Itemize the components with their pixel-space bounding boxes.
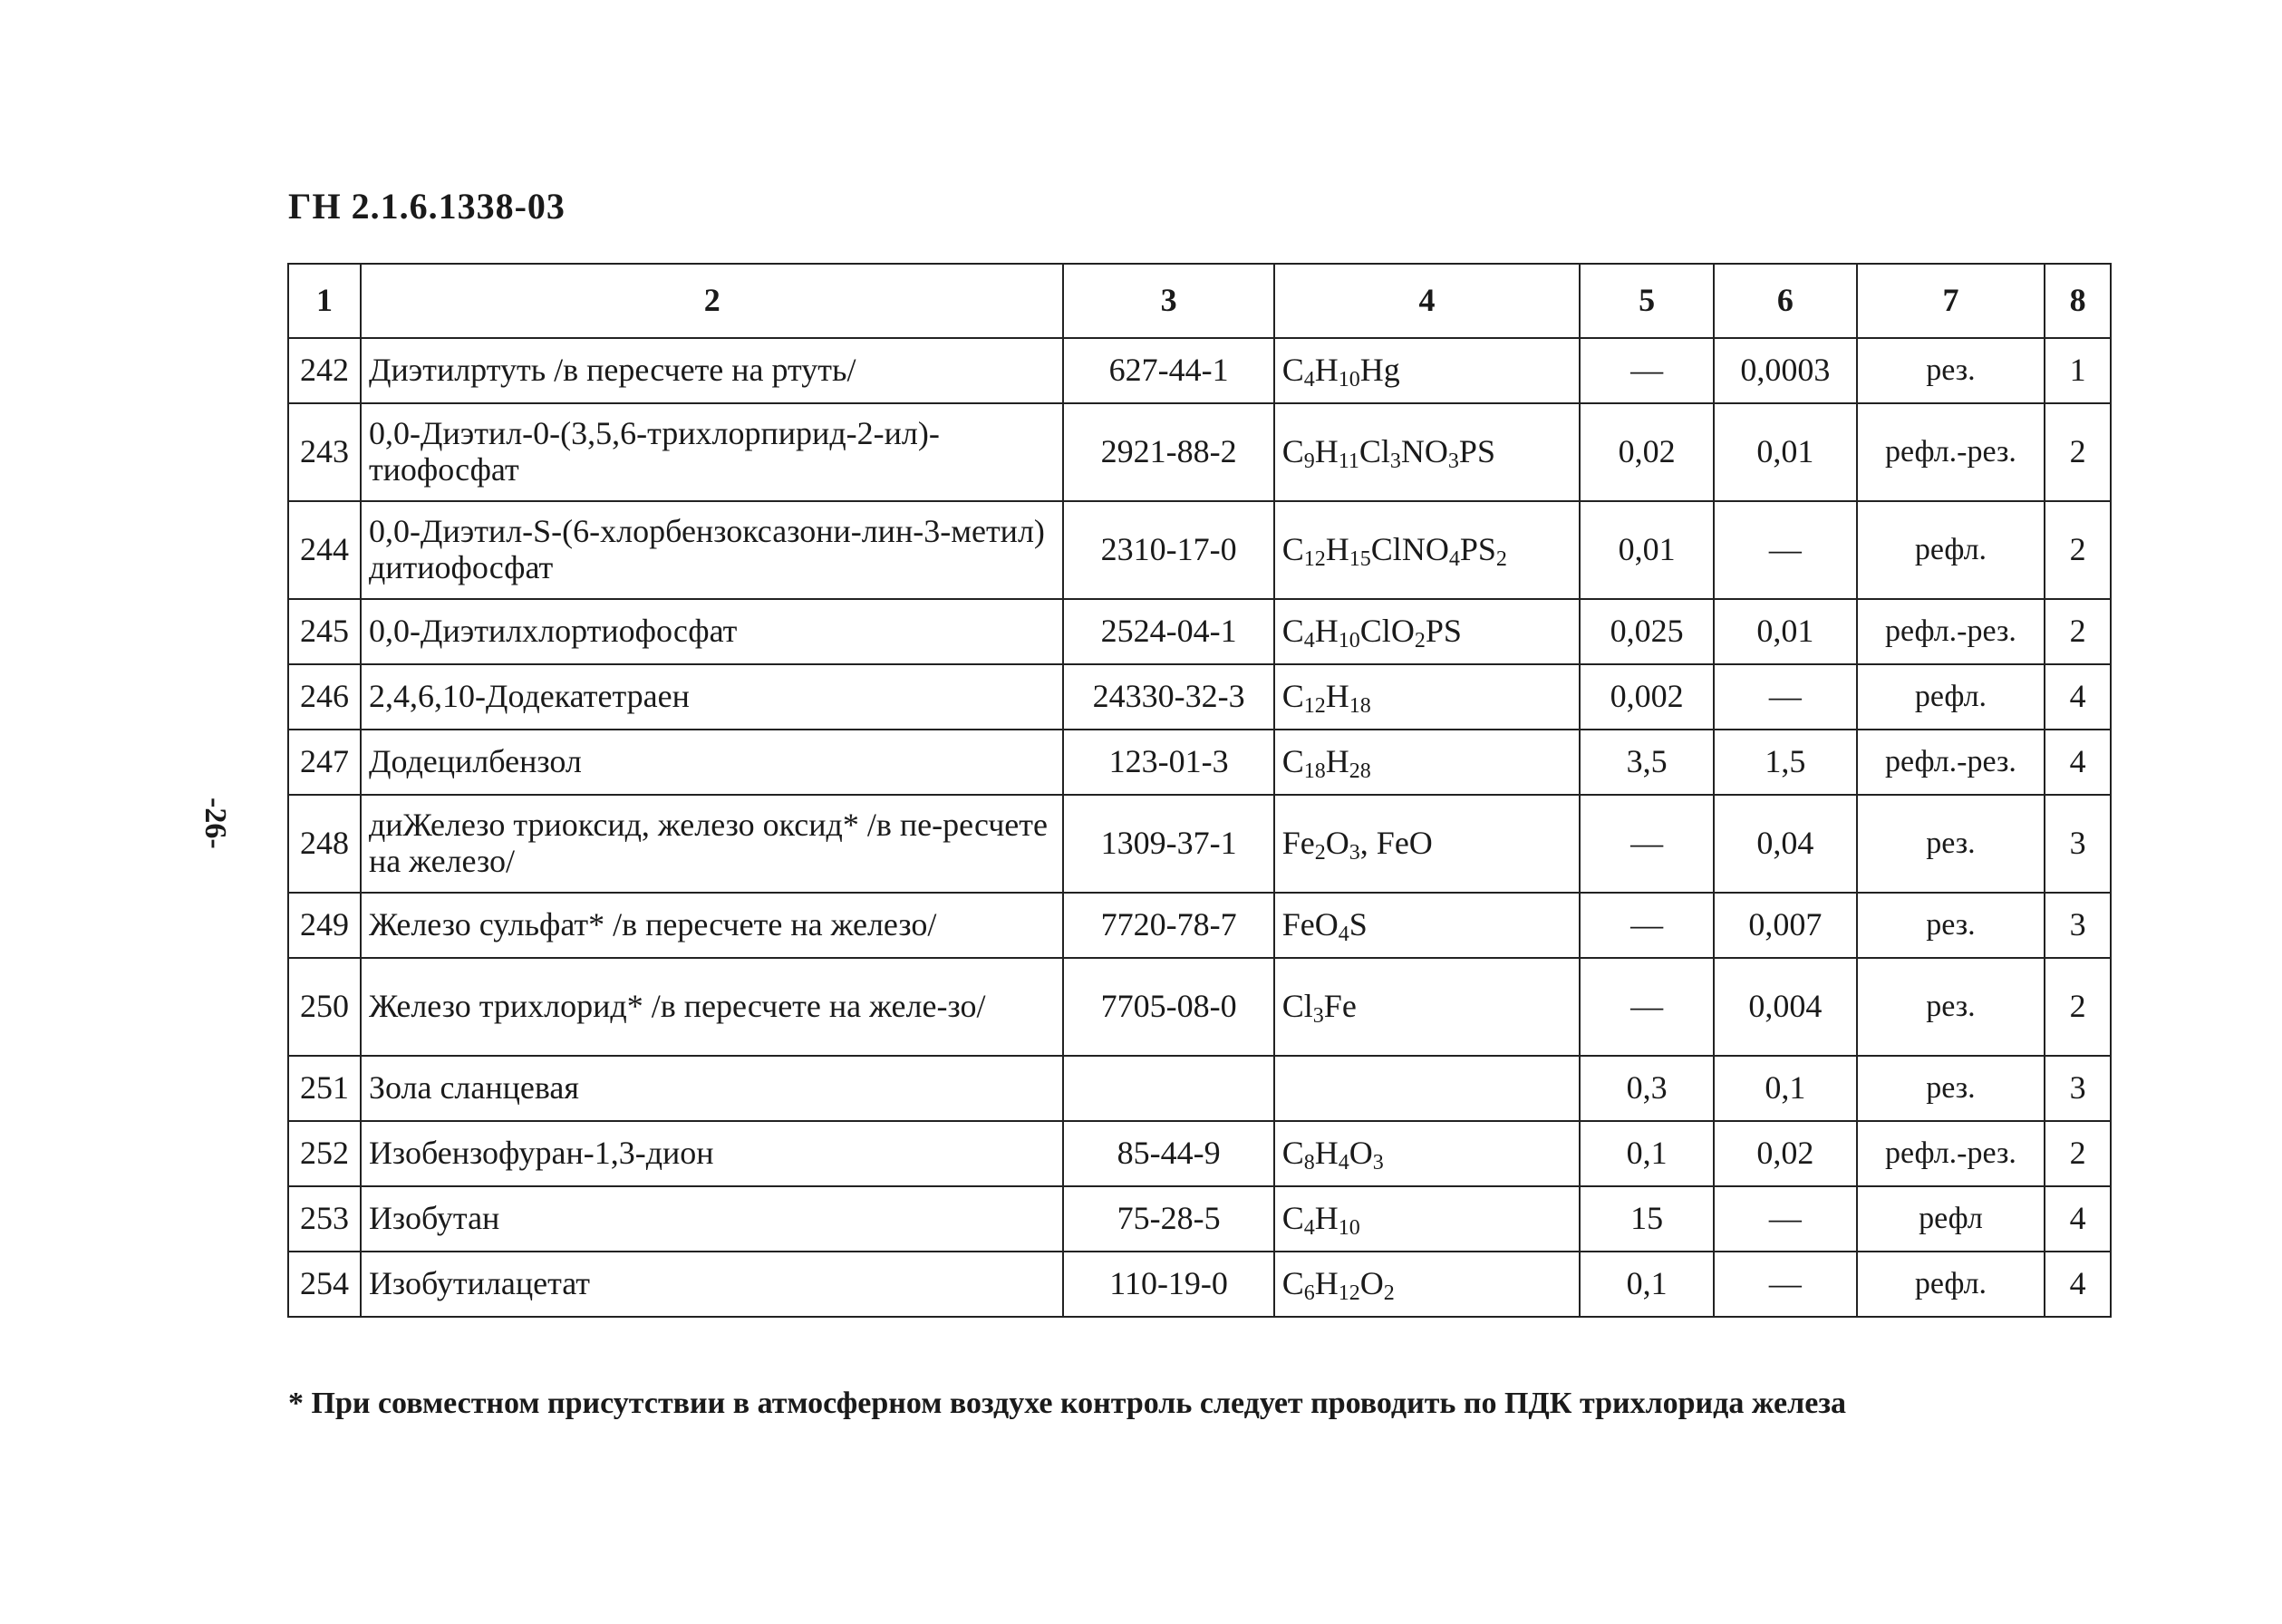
limiting-effect-cell: рефл.-рез. <box>1857 599 2045 664</box>
table-row <box>288 1056 2111 1121</box>
hazard-class-cell: 2 <box>2045 958 2111 1056</box>
daily-average-cell: 0,1 <box>1714 1056 1857 1121</box>
table-row <box>288 664 2111 730</box>
formula-cell: $C_6H_{12}O_2$ <box>1274 1252 1581 1317</box>
row-number-cell: 249 <box>288 893 361 958</box>
table-row <box>288 599 2111 664</box>
substance-name-cell: Диэтилртуть /в пересчете на ртуть/ <box>361 338 1064 403</box>
daily-average-cell: — <box>1714 1252 1857 1317</box>
max-single-cell: 0,002 <box>1580 664 1714 730</box>
max-single-cell: 0,3 <box>1580 1056 1714 1121</box>
formula-cell: $Fe_2O_3$, FeO <box>1274 795 1581 893</box>
max-single-cell: — <box>1580 338 1714 403</box>
cas-number-cell: 75-28-5 <box>1063 1186 1273 1252</box>
column-header: 1 <box>288 264 361 338</box>
hazard-class-cell: 3 <box>2045 1056 2111 1121</box>
substance-name-cell: диЖелезо триоксид, железо оксид* /в пе-ресчете на железо/ <box>361 795 1064 893</box>
limiting-effect-cell: рез. <box>1857 958 2045 1056</box>
max-single-cell: 0,025 <box>1580 599 1714 664</box>
table-row <box>288 730 2111 795</box>
column-header: 3 <box>1063 264 1273 338</box>
formula-cell: $C_{12}H_{18}$ <box>1274 664 1581 730</box>
formula-cell: $C_{18}H_{28}$ <box>1274 730 1581 795</box>
hazard-class-cell: 3 <box>2045 795 2111 893</box>
table-row <box>288 338 2111 403</box>
daily-average-cell: 0,007 <box>1714 893 1857 958</box>
max-single-cell: 0,1 <box>1580 1252 1714 1317</box>
cas-number-cell: 85-44-9 <box>1063 1121 1273 1186</box>
substance-name-cell: Железо трихлорид* /в пересчете на желе-зо/ <box>361 958 1064 1056</box>
column-header: 4 <box>1274 264 1581 338</box>
max-single-cell: 0,01 <box>1580 501 1714 599</box>
limiting-effect-cell: рефл. <box>1857 501 2045 599</box>
row-number-cell: 247 <box>288 730 361 795</box>
formula-cell: FeO$_4$S <box>1274 893 1581 958</box>
hazard-class-cell: 2 <box>2045 501 2111 599</box>
substance-name-cell: 0,0-Диэтилхлортиофосфат <box>361 599 1064 664</box>
table-row <box>288 795 2111 893</box>
substance-name-cell: Зола сланцевая <box>361 1056 1064 1121</box>
daily-average-cell: 0,004 <box>1714 958 1857 1056</box>
daily-average-cell: 0,0003 <box>1714 338 1857 403</box>
limiting-effect-cell: рефл.-рез. <box>1857 1121 2045 1186</box>
hazard-class-cell: 4 <box>2045 664 2111 730</box>
row-number-cell: 242 <box>288 338 361 403</box>
hazard-class-cell: 3 <box>2045 893 2111 958</box>
hazard-class-cell: 1 <box>2045 338 2111 403</box>
substance-name-cell: Додецилбензол <box>361 730 1064 795</box>
formula-cell: $C_9H_{11}Cl_3NO_3PS$ <box>1274 403 1581 501</box>
limiting-effect-cell: рефл <box>1857 1186 2045 1252</box>
table-row <box>288 1121 2111 1186</box>
row-number-cell: 253 <box>288 1186 361 1252</box>
substance-name-cell: 0,0-Диэтил-0-(3,5,6-трихлорпирид-2-ил)-тиофосфат <box>361 403 1064 501</box>
limiting-effect-cell: рефл. <box>1857 664 2045 730</box>
substances-table <box>287 263 2112 1318</box>
limiting-effect-cell: рез. <box>1857 893 2045 958</box>
max-single-cell: 0,1 <box>1580 1121 1714 1186</box>
table-header-row <box>288 264 2111 338</box>
hazard-class-cell: 2 <box>2045 1121 2111 1186</box>
hazard-class-cell: 2 <box>2045 403 2111 501</box>
row-number-cell: 248 <box>288 795 361 893</box>
max-single-cell: 15 <box>1580 1186 1714 1252</box>
row-number-cell: 244 <box>288 501 361 599</box>
table-row <box>288 958 2111 1056</box>
cas-number-cell: 123-01-3 <box>1063 730 1273 795</box>
table-row <box>288 893 2111 958</box>
substance-name-cell: Изобутилацетат <box>361 1252 1064 1317</box>
limiting-effect-cell: рез. <box>1857 338 2045 403</box>
max-single-cell: — <box>1580 893 1714 958</box>
page-number: -26- <box>198 798 232 849</box>
cas-number-cell <box>1063 1056 1273 1121</box>
column-header: 2 <box>361 264 1064 338</box>
table-row <box>288 1252 2111 1317</box>
hazard-class-cell: 4 <box>2045 1252 2111 1317</box>
daily-average-cell: 0,04 <box>1714 795 1857 893</box>
substance-name-cell: Железо сульфат* /в пересчете на железо/ <box>361 893 1064 958</box>
formula-cell: $C_8H_4O_3$ <box>1274 1121 1581 1186</box>
max-single-cell: 0,02 <box>1580 403 1714 501</box>
limiting-effect-cell: рефл.-рез. <box>1857 403 2045 501</box>
daily-average-cell: 0,01 <box>1714 599 1857 664</box>
daily-average-cell: — <box>1714 1186 1857 1252</box>
row-number-cell: 251 <box>288 1056 361 1121</box>
cas-number-cell: 627-44-1 <box>1063 338 1273 403</box>
column-header: 5 <box>1580 264 1714 338</box>
column-header: 7 <box>1857 264 2045 338</box>
row-number-cell: 250 <box>288 958 361 1056</box>
row-number-cell: 243 <box>288 403 361 501</box>
max-single-cell: — <box>1580 795 1714 893</box>
limiting-effect-cell: рез. <box>1857 795 2045 893</box>
row-number-cell: 246 <box>288 664 361 730</box>
substance-name-cell: 2,4,6,10-Додекатетраен <box>361 664 1064 730</box>
column-header: 8 <box>2045 264 2111 338</box>
daily-average-cell: 1,5 <box>1714 730 1857 795</box>
column-header: 6 <box>1714 264 1857 338</box>
formula-cell: $C_4H_{10}ClO_2PS$ <box>1274 599 1581 664</box>
document-header: ГН 2.1.6.1338-03 <box>288 186 566 227</box>
daily-average-cell: 0,01 <box>1714 403 1857 501</box>
limiting-effect-cell: рефл. <box>1857 1252 2045 1317</box>
table-row <box>288 1186 2111 1252</box>
hazard-class-cell: 4 <box>2045 730 2111 795</box>
hazard-class-cell: 4 <box>2045 1186 2111 1252</box>
limiting-effect-cell: рефл.-рез. <box>1857 730 2045 795</box>
cas-number-cell: 2524-04-1 <box>1063 599 1273 664</box>
hazard-class-cell: 2 <box>2045 599 2111 664</box>
row-number-cell: 245 <box>288 599 361 664</box>
daily-average-cell: 0,02 <box>1714 1121 1857 1186</box>
cas-number-cell: 24330-32-3 <box>1063 664 1273 730</box>
row-number-cell: 252 <box>288 1121 361 1186</box>
daily-average-cell: — <box>1714 501 1857 599</box>
substance-name-cell: Изобутан <box>361 1186 1064 1252</box>
daily-average-cell: — <box>1714 664 1857 730</box>
formula-cell: $C_4H_{10}Hg$ <box>1274 338 1581 403</box>
formula-cell: $Cl_3Fe$ <box>1274 958 1581 1056</box>
max-single-cell: — <box>1580 958 1714 1056</box>
table-row <box>288 501 2111 599</box>
formula-cell: $C_{12}H_{15}ClNO_4PS_2$ <box>1274 501 1581 599</box>
substance-name-cell: 0,0-Диэтил-S-(6-хлорбензоксазони-лин-3-метил) дитиофосфат <box>361 501 1064 599</box>
limiting-effect-cell: рез. <box>1857 1056 2045 1121</box>
formula-cell <box>1274 1056 1581 1121</box>
cas-number-cell: 2921-88-2 <box>1063 403 1273 501</box>
cas-number-cell: 110-19-0 <box>1063 1252 1273 1317</box>
substance-name-cell: Изобензофуран-1,3-дион <box>361 1121 1064 1186</box>
cas-number-cell: 7720-78-7 <box>1063 893 1273 958</box>
max-single-cell: 3,5 <box>1580 730 1714 795</box>
footnote: * При совместном присутствии в атмосферном воздухе контроль следует проводить по ПДК трихлорида железа <box>288 1387 1846 1420</box>
cas-number-cell: 7705-08-0 <box>1063 958 1273 1056</box>
table-row <box>288 403 2111 501</box>
row-number-cell: 254 <box>288 1252 361 1317</box>
cas-number-cell: 1309-37-1 <box>1063 795 1273 893</box>
formula-cell: $C_4H_{10}$ <box>1274 1186 1581 1252</box>
cas-number-cell: 2310-17-0 <box>1063 501 1273 599</box>
table-body <box>288 338 2111 1317</box>
